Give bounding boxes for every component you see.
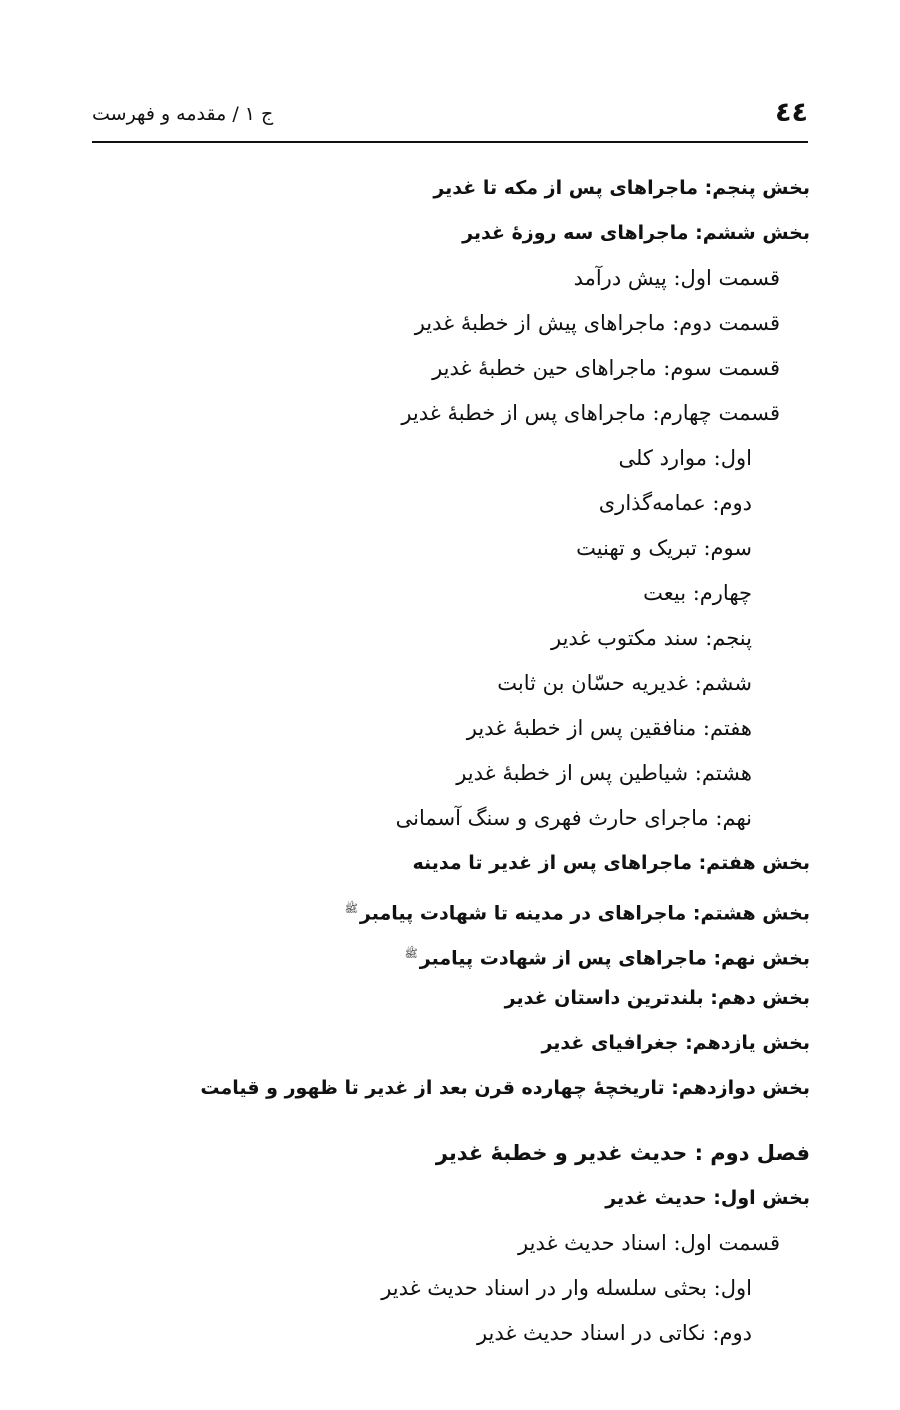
running-head: ج ۱ / مقدمه و فهرست	[92, 103, 274, 125]
toc-section-label: بخش هشتم: ماجراهای در مدینه تا شهادت پیامبر	[359, 902, 810, 925]
blessing-glyph: ﷺ	[344, 902, 358, 915]
page-header	[92, 92, 808, 138]
toc-section: بخش دوازدهم: تاریخچهٔ چهارده قرن بعد از غدیر تا ظهور و قیامت	[200, 1077, 810, 1099]
toc-part: قسمت سوم: ماجراهای حین خطبهٔ غدیر	[432, 356, 780, 380]
toc-subitem: پنجم: سند مکتوب غدیر	[550, 626, 752, 650]
blessing-glyph: ﷺ	[404, 947, 418, 960]
toc-part: قسمت اول: اسناد حدیث غدیر	[518, 1231, 780, 1255]
toc-subitem: اول: بحثی سلسله وار در اسناد حدیث غدیر	[381, 1276, 752, 1300]
toc-section: بخش هفتم: ماجراهای پس از غدیر تا مدینه	[412, 852, 810, 874]
toc-section	[90, 886, 810, 931]
toc-subitem: هفتم: منافقین پس از خطبهٔ غدیر	[466, 716, 752, 740]
header-rule	[92, 141, 808, 143]
toc-section: بخش ششم: ماجراهای سه روزهٔ غدیر	[462, 222, 810, 244]
toc-subitem: چهارم: بیعت	[643, 581, 752, 605]
toc-part: قسمت اول: پیش درآمد	[573, 266, 780, 290]
page-number: ٤٤	[775, 97, 808, 128]
toc-subitem: ششم: غدیریه حسّان بن ثابت	[497, 671, 752, 695]
toc-subitem: نهم: ماجرای حارث فهری و سنگ آسمانی	[395, 806, 752, 830]
toc-subitem: اول: موارد کلی	[618, 446, 752, 470]
table-of-contents	[90, 166, 810, 1356]
toc-chapter: فصل دوم : حدیث غدیر و خطبهٔ غدیر	[435, 1141, 810, 1165]
toc-subitem: دوم: نکاتی در اسناد حدیث غدیر	[476, 1321, 752, 1345]
toc-section	[90, 931, 810, 976]
toc-section: بخش یازدهم: جغرافیای غدیر	[541, 1032, 810, 1054]
toc-part: قسمت دوم: ماجراهای پیش از خطبهٔ غدیر	[414, 311, 780, 335]
toc-section: بخش دهم: بلندترین داستان غدیر	[504, 987, 810, 1009]
toc-part: قسمت چهارم: ماجراهای پس از خطبهٔ غدیر	[401, 401, 780, 425]
toc-subitem: دوم: عمامه‌گذاری	[598, 491, 752, 515]
toc-section: بخش پنجم: ماجراهای پس از مکه تا غدیر	[433, 177, 810, 199]
toc-section: بخش اول: حدیث غدیر	[605, 1187, 810, 1209]
toc-section-label: بخش نهم: ماجراهای پس از شهادت پیامبر	[419, 947, 810, 970]
toc-subitem: سوم: تبریک و تهنیت	[576, 536, 752, 560]
toc-subitem: هشتم: شیاطین پس از خطبهٔ غدیر	[456, 761, 752, 785]
